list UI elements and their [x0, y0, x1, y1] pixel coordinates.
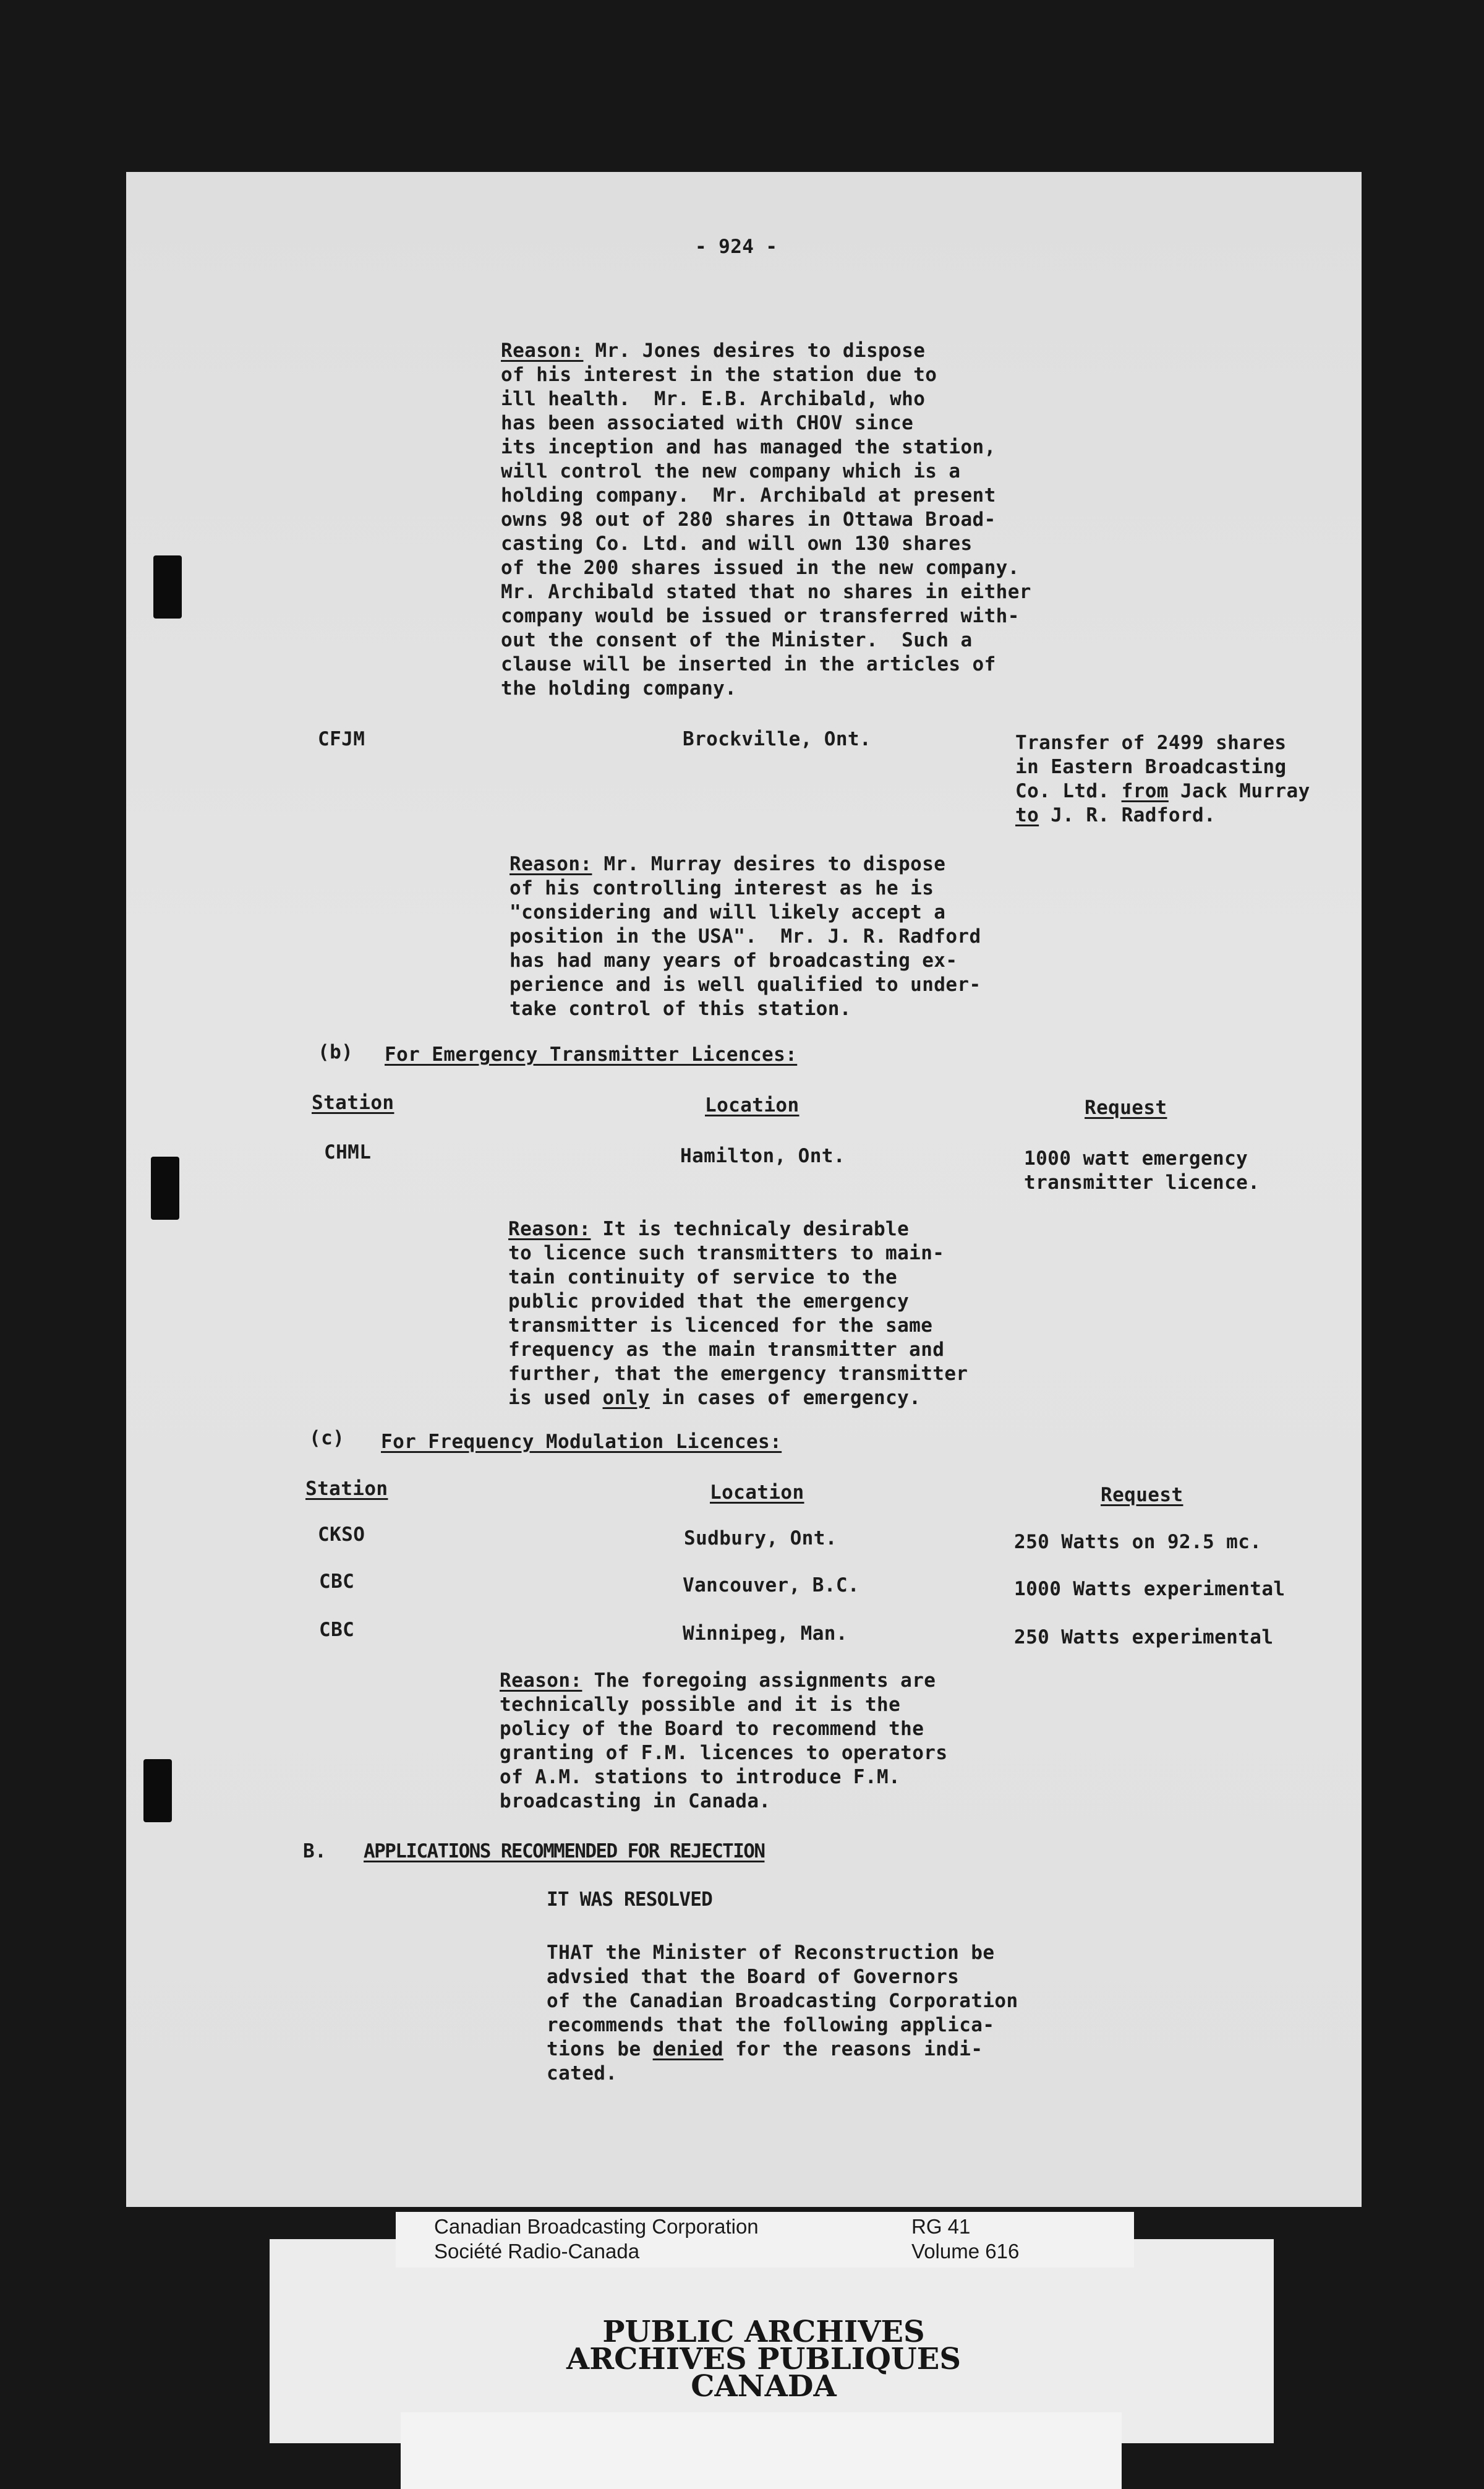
text-line: in cases of emergency.: [661, 1387, 921, 1409]
request-line: 1000 watt emergency: [1024, 1147, 1248, 1170]
station-location: Hamilton, Ont.: [680, 1145, 845, 1167]
reason-label: Reason:: [508, 1218, 591, 1240]
archive-label: [396, 2212, 1134, 2268]
column-header-station: Station: [312, 1092, 394, 1114]
request-text: 1000 Watts experimental: [1014, 1578, 1286, 1600]
public-archives-stamp: [371, 2315, 1156, 2404]
text-line: advsied that the Board of Governors: [547, 1966, 960, 1988]
text-line: Mr. Jones desires to dispose: [595, 340, 926, 362]
from-word: from: [1121, 780, 1169, 802]
column-header-location: Location: [705, 1094, 800, 1116]
section-marker: (b): [318, 1041, 354, 1063]
station-location: Winnipeg, Man.: [683, 1622, 848, 1645]
only-word: only: [602, 1387, 650, 1409]
section-heading: APPLICATIONS RECOMMENDED FOR REJECTION: [364, 1840, 765, 1862]
section-heading: For Frequency Modulation Licences:: [381, 1431, 782, 1453]
text-line: has been associated with CHOV since: [501, 412, 914, 434]
station-code: CBC: [319, 1570, 355, 1593]
section-marker: B.: [303, 1840, 327, 1862]
archive-card-lower: [401, 2412, 1122, 2489]
binder-hole-middle: [151, 1157, 179, 1220]
station-location: Brockville, Ont.: [683, 728, 872, 750]
column-header-request: Request: [1085, 1097, 1167, 1119]
text-line: broadcasting in Canada.: [500, 1790, 771, 1812]
text-line: technically possible and it is the: [500, 1694, 901, 1716]
request-text: 250 Watts experimental: [1014, 1626, 1274, 1648]
request-line: transmitter licence.: [1024, 1172, 1260, 1194]
text-line: recommends that the following applica-: [547, 2014, 995, 2036]
request-text: 250 Watts on 92.5 mc.: [1014, 1531, 1262, 1553]
station-location: Vancouver, B.C.: [683, 1574, 859, 1596]
binder-hole-top: [153, 555, 182, 619]
station-code: CFJM: [318, 728, 365, 750]
text-line: is used: [508, 1387, 591, 1409]
text-line: transmitter is licenced for the same: [508, 1314, 933, 1337]
text-line: for the reasons indi-: [735, 2038, 983, 2060]
text-line: owns 98 out of 280 shares in Ottawa Broad-: [501, 508, 996, 531]
station-location: Sudbury, Ont.: [684, 1527, 837, 1549]
text-line: "considering and will likely accept a: [510, 901, 946, 923]
text-line: granting of F.M. licences to operators: [500, 1742, 948, 1764]
request-line: Co. Ltd.: [1015, 780, 1110, 802]
text-line: further, that the emergency transmitter: [508, 1363, 968, 1385]
text-line: policy of the Board to recommend the: [500, 1718, 924, 1740]
column-header-request: Request: [1101, 1484, 1183, 1506]
text-line: its inception and has managed the station,: [501, 436, 996, 458]
station-code: CKSO: [318, 1523, 365, 1546]
text-line: The foregoing assignments are: [594, 1669, 936, 1692]
section-marker: (c): [309, 1427, 345, 1449]
text-line: frequency as the main transmitter and: [508, 1339, 945, 1361]
text-line: ill health. Mr. E.B. Archibald, who: [501, 388, 926, 410]
text-line: out the consent of the Minister. Such a: [501, 629, 973, 651]
text-line: tain continuity of service to the: [508, 1266, 898, 1288]
text-line: company would be issued or transferred with-: [501, 605, 1020, 627]
text-line: the holding company.: [501, 677, 737, 700]
stamp-line-1: PUBLIC ARCHIVES: [602, 2315, 925, 2349]
request-line: Transfer of 2499 shares: [1015, 732, 1287, 754]
text-line: tions be: [547, 2038, 641, 2060]
column-header-station: Station: [305, 1478, 388, 1500]
resolution-heading: IT WAS RESOLVED: [547, 1888, 712, 1911]
archive-org-fr: Société Radio-Canada: [434, 2240, 640, 2263]
request-line: J. R. Radford.: [1051, 804, 1216, 826]
column-header-location: Location: [710, 1481, 804, 1504]
text-line: It is technicaly desirable: [602, 1218, 910, 1240]
text-line: has had many years of broadcasting ex-: [510, 949, 958, 972]
stamp-line-2: ARCHIVES PUBLIQUES: [566, 2342, 961, 2376]
text-line: take control of this station.: [510, 998, 851, 1020]
text-line: to licence such transmitters to main-: [508, 1242, 945, 1264]
text-line: clause will be inserted in the articles of: [501, 653, 996, 675]
text-line: THAT the Minister of Reconstruction be: [547, 1942, 995, 1964]
station-code: CHML: [324, 1141, 372, 1163]
text-line: cated.: [547, 2062, 618, 2084]
text-line: perience and is well qualified to under-: [510, 974, 981, 996]
request-line: in Eastern Broadcasting: [1015, 756, 1287, 778]
reason-label: Reason:: [501, 340, 584, 362]
text-line: of his interest in the station due to: [501, 364, 937, 386]
text-line: of A.M. stations to introduce F.M.: [500, 1766, 901, 1788]
reason-label: Reason:: [510, 853, 592, 875]
text-line: will control the new company which is a: [501, 460, 961, 482]
page-number: - 924 -: [695, 236, 778, 258]
text-line: holding company. Mr. Archibald at present: [501, 484, 996, 507]
station-code: CBC: [319, 1619, 355, 1641]
denied-word: denied: [652, 2038, 723, 2060]
document-page: [126, 172, 1362, 2207]
binder-hole-bottom: [143, 1759, 172, 1822]
text-line: of his controlling interest as he is: [510, 877, 934, 899]
section-heading: For Emergency Transmitter Licences:: [385, 1043, 798, 1066]
stamp-line-3: CANADA: [691, 2369, 837, 2404]
text-line: casting Co. Ltd. and will own 130 shares: [501, 533, 973, 555]
archive-volume: Volume 616: [911, 2240, 1020, 2263]
text-line: Mr. Murray desires to dispose: [603, 853, 946, 875]
request-line: Jack Murray: [1180, 780, 1310, 802]
text-line: of the Canadian Broadcasting Corporation: [547, 1990, 1018, 2012]
text-line: of the 200 shares issued in the new company.: [501, 557, 1020, 579]
text-line: position in the USA". Mr. J. R. Radford: [510, 925, 981, 948]
archive-org-en: Canadian Broadcasting Corporation: [434, 2215, 759, 2238]
reason-label: Reason:: [500, 1669, 582, 1692]
text-line: public provided that the emergency: [508, 1290, 910, 1313]
to-word: to: [1015, 804, 1039, 826]
text-line: Mr. Archibald stated that no shares in either: [501, 581, 1031, 603]
archive-record-group: RG 41: [911, 2215, 971, 2238]
